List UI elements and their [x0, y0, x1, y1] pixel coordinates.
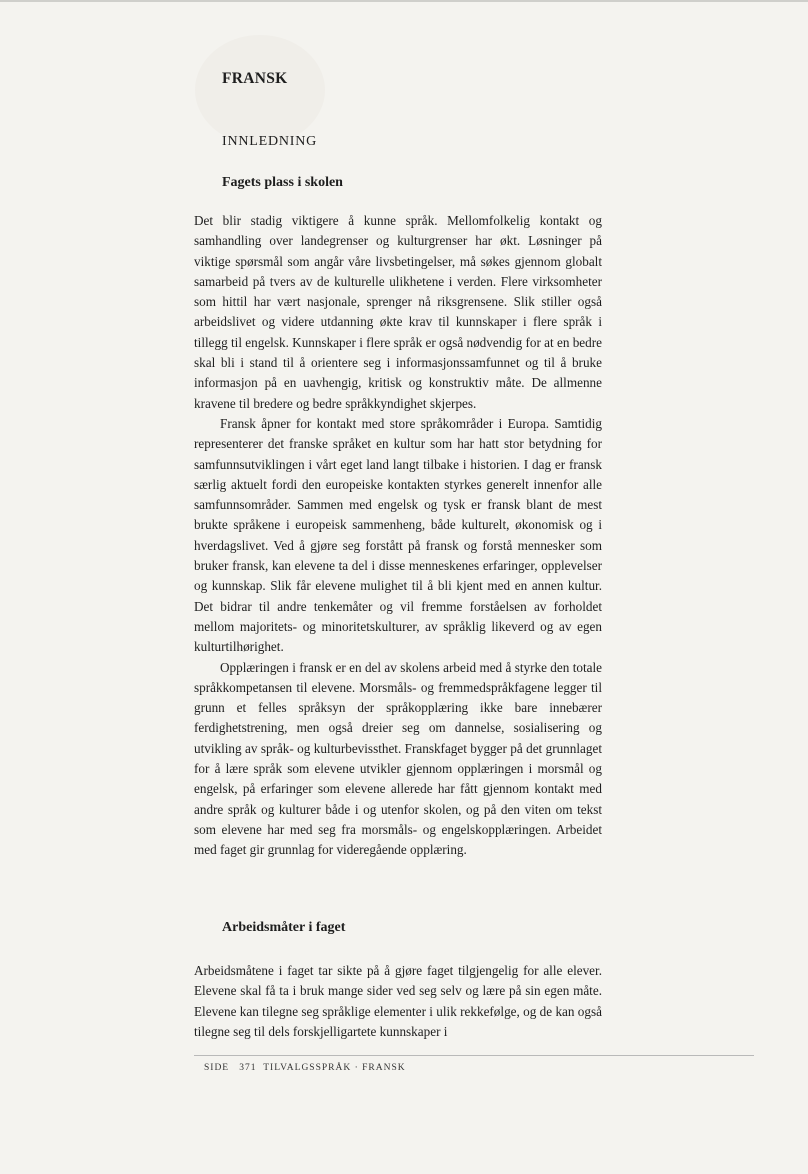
page-number: 371: [239, 1063, 257, 1073]
body-paragraph: Arbeidsmåtene i faget tar sikte på å gjøre faget tilgjengelig for alle elever. Elevene skal få ta i bruk mange sider ved seg selv og lære på sin egen måte. Elevene kan tilegne seg språklige elementer i ulik rekkefølge, og de kan også tilegne seg til dels forskjelligartete kunnskaper i: [194, 963, 602, 1039]
chapter-title: FRANSK: [222, 70, 288, 87]
scan-edge: [0, 0, 808, 2]
subsection-body: [194, 961, 602, 1042]
footer-rule: [194, 1055, 754, 1056]
body-paragraph: Opplæringen i fransk er en del av skolens arbeid med å styrke den totale språkkompetansen til elevene. Morsmåls- og fremmedspråkfagene legger til grunn et felles språksyn der språkopplæring ikke bare innebærer ferdighetstrening, men også dreier seg om dannelse, sosialisering og utvikling av språk- og kulturbevissthet. Franskfaget bygger på det grunnlaget for å lære språk som elevene utvikler gjennom opplæringen i morsmål og engelsk, på erfaringer som elevene allerede har fått gjennom kontakt med andre språk og kulturer både i og utenfor skolen, og på den viten om tekst som elevene har med seg fra morsmåls- og engelskopplæringen. Arbeidet med faget gir grunnlag for videregående opplæring.: [194, 659, 602, 858]
page-footer: [204, 1063, 406, 1073]
subsection-heading: Fagets plass i skolen: [222, 175, 343, 190]
body-paragraph: Det blir stadig viktigere å kunne språk. Mellomfolkelig kontakt og samhandling over landegrenser og kulturgrenser har økt. Løsninger på viktige spørsmål som angår våre livsbetingelser, må søkes gjennom globalt samarbeid på tvers av de kulturelle ulikhetene i verden. Flere virksomheter som hittil har vært nasjonale, sprenger nå riksgrensene. Slik stiller også arbeidslivet og videre utdanning økte krav til kunnskaper i flere språk i tillegg til engelsk. Kunnskaper i flere språk er også nødvendig for at en bedre skal bli i stand til å orientere seg i informasjonssamfunnet og til å bruke informasjon på en uavhengig, kritisk og konstruktiv måte. De allmenne kravene til bredere og bedre språkkyndighet skjerpes.: [194, 213, 602, 411]
paper-blemish: [195, 35, 325, 145]
subsection-heading: Arbeidsmåter i faget: [222, 920, 346, 935]
footer-section: TILVALGSSPRÅK · FRANSK: [263, 1063, 406, 1073]
footer-label: SIDE: [204, 1063, 230, 1073]
body-paragraph: Fransk åpner for kontakt med store språkområder i Europa. Samtidig representerer det franske språket en kultur som har hatt stor betydning for samfunnsutviklingen i vårt eget land langt tilbake i historien. I dag er fransk særlig aktuelt fordi den europeiske kontakten styrkes generelt innenfor alle samfunnsområder. Sammen med engelsk og tysk er fransk blant de mest brukte språkene i europeisk sammenheng, både kulturelt, økonomisk og i hverdagslivet. Ved å gjøre seg forstått på fransk og forstå mennesker som bruker fransk, kan elevene ta del i disse menneskenes erfaringer, opplevelser og kunnskap. Slik får elevene mulighet til å bli kjent med en annen kultur. Det bidrar til andre tenkemåter og vil fremme forståelsen av forholdet mellom majoritets- og minoritetskulturer, av språklig likeverd og av egen kulturtilhørighet.: [194, 415, 602, 655]
subsection-body: [194, 211, 602, 861]
section-title: INNLEDNING: [222, 134, 318, 149]
